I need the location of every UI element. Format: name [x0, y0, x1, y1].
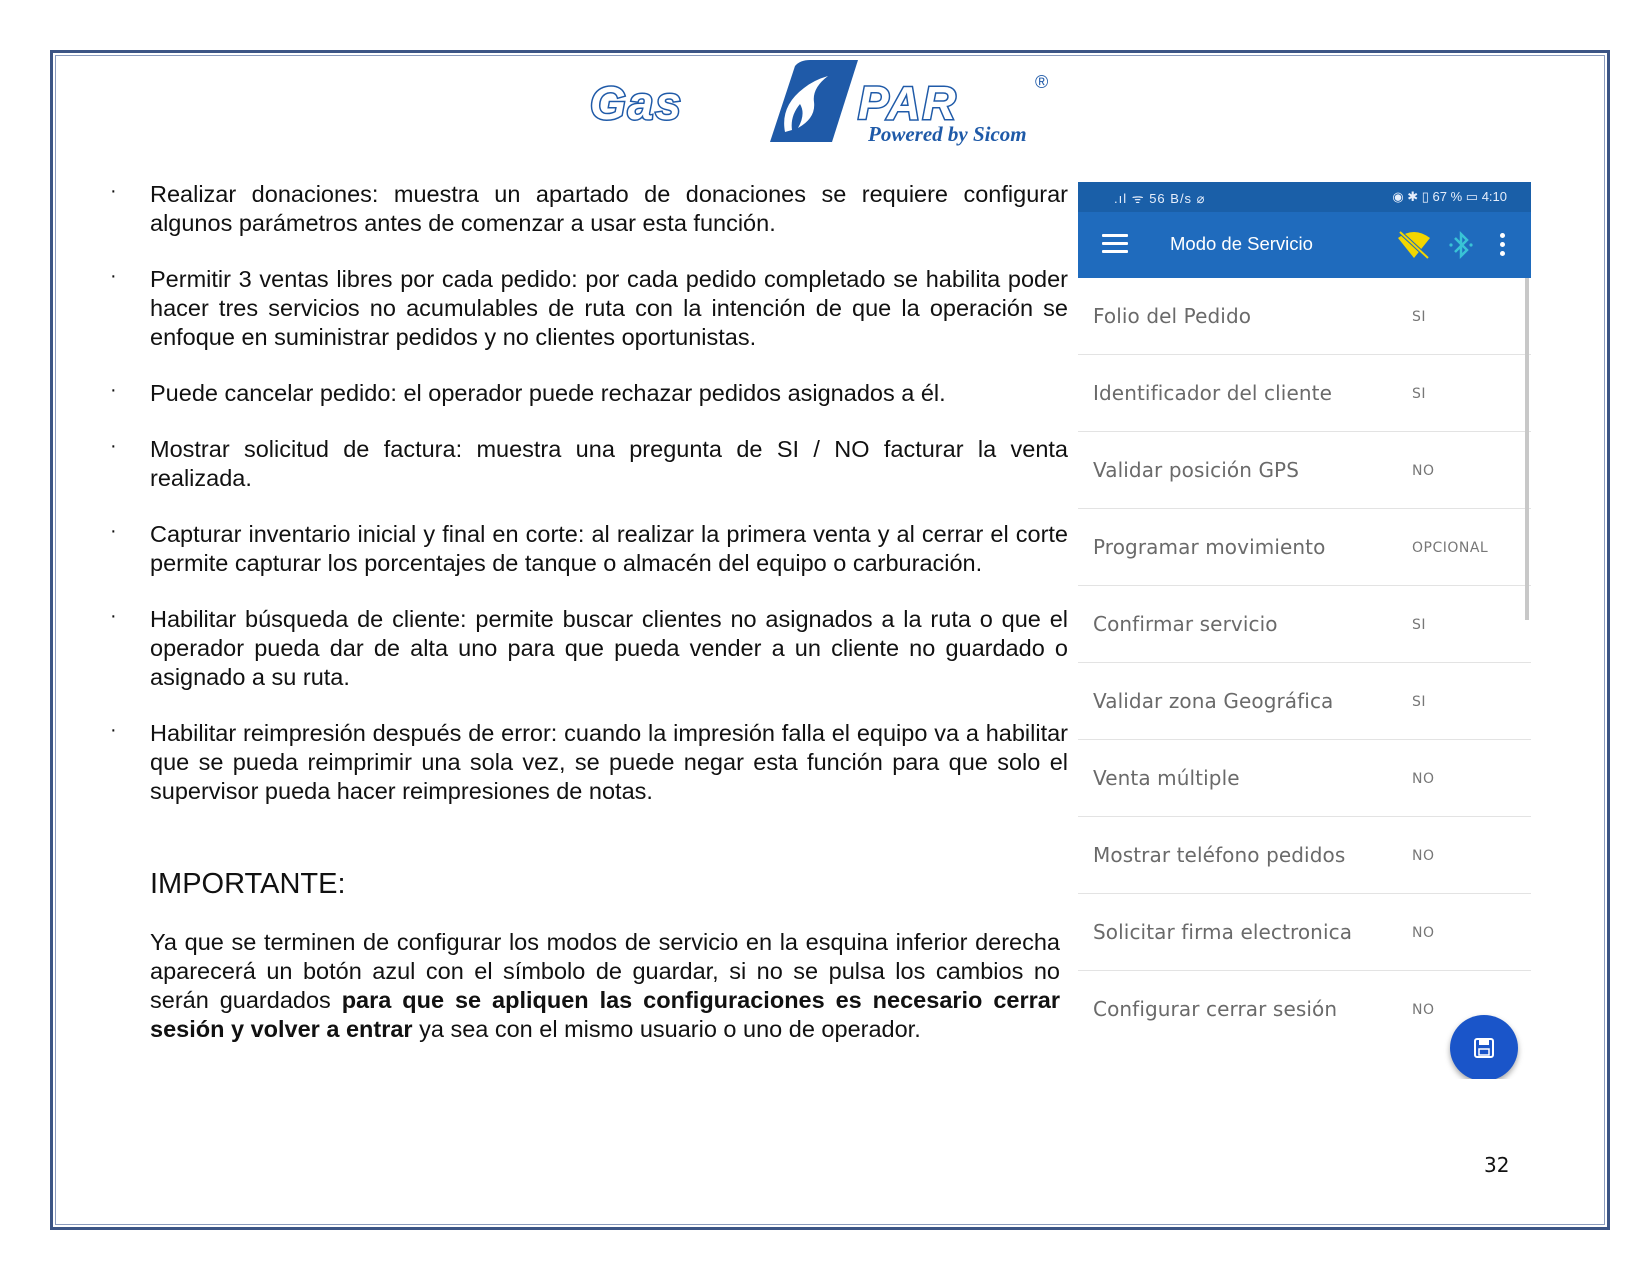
settings-list: [1078, 278, 1531, 1048]
bullet-text: Realizar donaciones: muestra un apartado de donaciones se requiere configurar algunos parámetros antes de comenzar a usar esta función.: [150, 181, 1068, 236]
setting-row[interactable]: [1078, 740, 1531, 817]
registered-mark: ®: [1035, 72, 1049, 92]
menu-icon[interactable]: [1102, 234, 1128, 254]
list-item: [108, 379, 1068, 408]
setting-row[interactable]: [1078, 432, 1531, 509]
setting-row[interactable]: [1078, 355, 1531, 432]
setting-label: Programar movimiento: [1093, 535, 1326, 559]
list-item: [108, 605, 1068, 692]
flame-emblem-icon: [740, 58, 860, 146]
list-item: [108, 719, 1068, 806]
important-text-end: ya sea con el mismo usuario o uno de operador.: [412, 1016, 921, 1042]
app-bar-title: Modo de Servicio: [1170, 233, 1313, 254]
bluetooth-icon[interactable]: [1448, 229, 1474, 261]
setting-label: Solicitar firma electronica: [1093, 920, 1353, 944]
list-item: [108, 265, 1068, 352]
list-item: [108, 520, 1068, 578]
bullet-icon: ·: [110, 605, 117, 627]
important-paragraph: [150, 928, 1060, 1044]
important-text-bold: para que se apliquen las configuraciones es necesario cerrar sesión y volver a entrar: [150, 987, 1060, 1042]
bullet-icon: ·: [110, 180, 117, 202]
bullet-text: Mostrar solicitud de factura: muestra una pregunta de SI / NO facturar la venta realizada.: [150, 436, 1068, 491]
setting-value: NO: [1412, 925, 1435, 941]
setting-row[interactable]: [1078, 817, 1531, 894]
more-vert-icon[interactable]: [1498, 233, 1506, 259]
setting-label: Configurar cerrar sesión: [1093, 997, 1338, 1021]
setting-row[interactable]: [1078, 586, 1531, 663]
bullet-text: Puede cancelar pedido: el operador puede rechazar pedidos asignados a él.: [150, 380, 946, 406]
gaspar-logo: [590, 58, 1070, 148]
wifi-off-icon[interactable]: [1396, 230, 1432, 260]
bullet-icon: ·: [110, 435, 117, 457]
save-fab-button[interactable]: [1450, 1015, 1518, 1079]
bullet-icon: ·: [110, 719, 117, 741]
setting-label: Mostrar teléfono pedidos: [1093, 843, 1346, 867]
setting-label: Folio del Pedido: [1093, 304, 1252, 328]
status-left: .ıl ᯤ 56 B/s ⌀: [1114, 191, 1206, 206]
setting-label: Confirmar servicio: [1093, 612, 1278, 636]
page-number: 32: [1484, 1153, 1510, 1177]
bullet-text: Habilitar reimpresión después de error: cuando la impresión falla el equipo va a habilitar que se pueda reimprimir una sola vez, se puede negar esta función para que solo el supervisor pueda hacer reimpresiones de notas.: [150, 720, 1068, 804]
setting-value: SI: [1412, 694, 1427, 710]
bullet-text: Capturar inventario inicial y final en corte: al realizar la primera venta y al cerrar el corte permite capturar los porcentajes de tanque o almacén del equipo o carburación.: [150, 521, 1068, 576]
setting-value: NO: [1412, 771, 1435, 787]
setting-row[interactable]: [1078, 278, 1531, 355]
status-right: ◉ ✱ ▯ 67 % ▭ 4:10: [1392, 189, 1507, 204]
setting-row[interactable]: [1078, 894, 1531, 971]
setting-value: SI: [1412, 309, 1427, 325]
logo-word-gas: Gas: [590, 77, 683, 129]
list-item: [108, 435, 1068, 493]
app-bar: [1078, 212, 1531, 278]
status-bar: [1078, 182, 1531, 212]
scrollbar[interactable]: [1525, 278, 1529, 620]
setting-value: NO: [1412, 1002, 1435, 1018]
bullet-icon: ·: [110, 379, 117, 401]
logo-word-par: PAR: [858, 77, 958, 129]
setting-value: NO: [1412, 848, 1435, 864]
bullet-text: Permitir 3 ventas libres por cada pedido: por cada pedido completado se habilita poder hacer tres servicios no acumulables de ruta con la intención de que la operación se enfoque en suministrar pedidos y no clientes oportunistas.: [150, 266, 1068, 350]
bullet-icon: ·: [110, 520, 117, 542]
setting-label: Validar zona Geográfica: [1093, 689, 1334, 713]
important-heading: IMPORTANTE:: [150, 868, 346, 900]
setting-value: NO: [1412, 463, 1435, 479]
list-item: [108, 180, 1068, 238]
feature-list: [108, 180, 1068, 833]
phone-screenshot: [1078, 182, 1531, 1079]
setting-value: SI: [1412, 617, 1427, 633]
bullet-icon: ·: [110, 265, 117, 287]
bullet-text: Habilitar búsqueda de cliente: permite buscar clientes no asignados a la ruta o que el operador pueda dar de alta uno para que pueda vender a un cliente no guardado o asignado a su ruta.: [150, 606, 1068, 690]
setting-label: Validar posición GPS: [1093, 458, 1300, 482]
setting-row[interactable]: [1078, 509, 1531, 586]
setting-value: OPCIONAL: [1412, 540, 1489, 556]
important-text-start: Ya que se terminen de configurar los modos de servicio en la esquina inferior derecha aparecerá un botón azul con el símbolo de guardar, si no se pulsa los cambios no serán guardados: [150, 929, 1060, 1013]
setting-value: SI: [1412, 386, 1427, 402]
save-icon: [1472, 1036, 1496, 1060]
logo-tagline: Powered by Sicom: [868, 122, 1027, 146]
setting-label: Venta múltiple: [1093, 766, 1240, 790]
setting-label: Identificador del cliente: [1093, 381, 1332, 405]
setting-row[interactable]: [1078, 663, 1531, 740]
